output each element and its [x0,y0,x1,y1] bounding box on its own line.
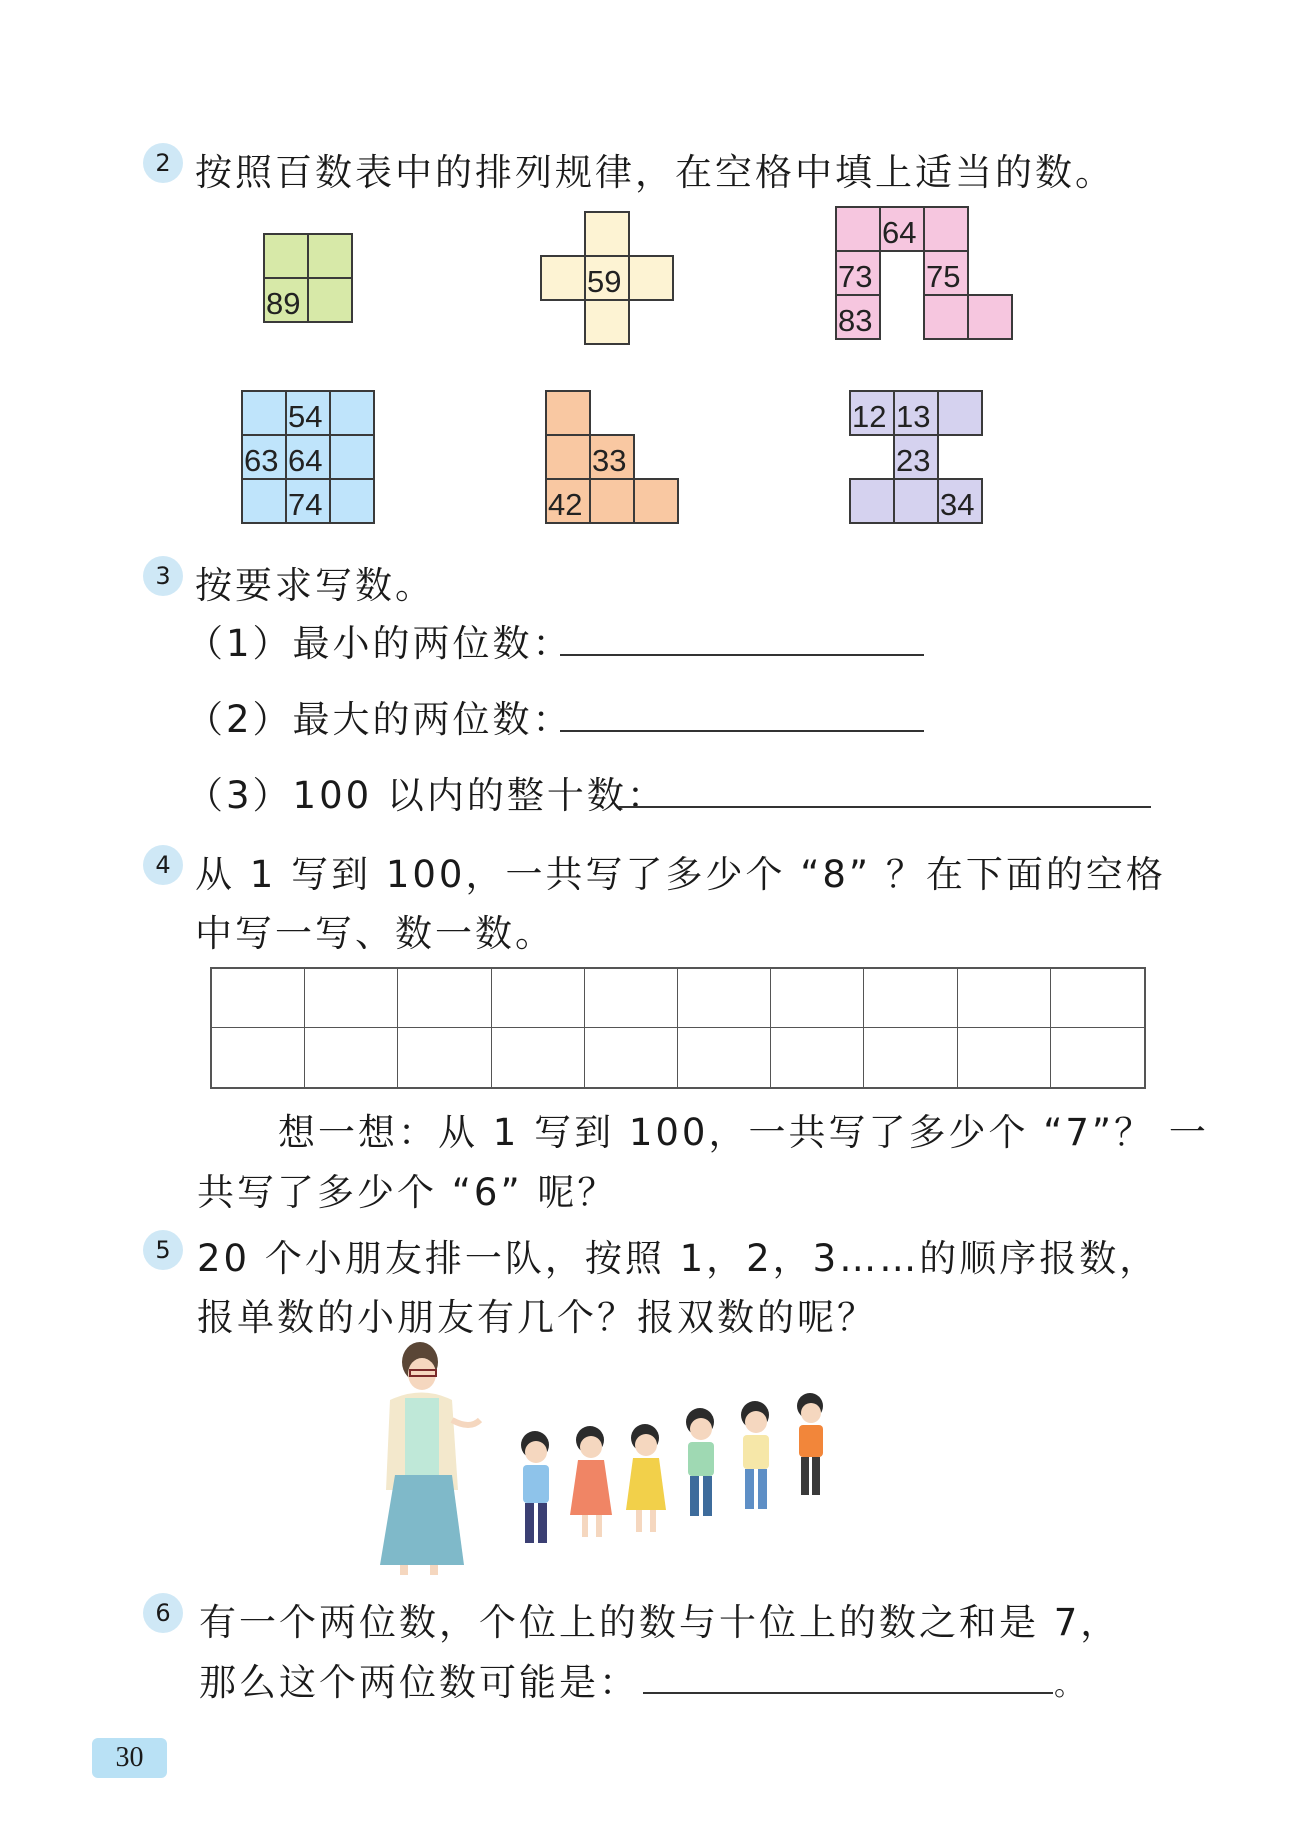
grid-cell[interactable] [329,434,375,480]
grid-cell[interactable] [633,478,679,524]
question-5-line-1: 20 个小朋友排一队，按照 1，2，3……的顺序报数， [197,1237,1160,1280]
counting-grid-cell[interactable] [958,969,1051,1028]
grid-cell: 64 [879,206,925,252]
child-figure [626,1424,666,1532]
grid-cell: 54 [285,390,331,436]
question-number-3: 3 [143,556,183,596]
grid-cell[interactable] [241,478,287,524]
teacher-figure [380,1342,480,1575]
counting-grid-cell[interactable] [864,969,957,1028]
grid-cell: 73 [835,250,881,296]
counting-grid-cell[interactable] [212,969,305,1028]
question-6-line-2: 那么这个两位数可能是： [199,1661,639,1704]
grid-cell[interactable] [545,434,591,480]
counting-grid-cell[interactable] [1051,1028,1144,1087]
counting-grid-cell[interactable] [678,969,771,1028]
counting-grid-cell[interactable] [771,1028,864,1087]
grid-cell[interactable] [307,277,353,323]
counting-grid-cell[interactable] [492,969,585,1028]
grid-cell: 64 [285,434,331,480]
grid-cell: 42 [545,478,591,524]
q6-end-mark: 。 [1054,1668,1087,1703]
grid-cell[interactable] [923,206,969,252]
question-4-line-2: 中写一写、数一数。 [195,912,555,955]
grid-cell[interactable] [967,294,1013,340]
grid-cell[interactable] [329,478,375,524]
child-figure [741,1401,769,1509]
counting-grid-cell[interactable] [585,1028,678,1087]
grid-cell[interactable] [545,390,591,436]
counting-grid-cell[interactable] [492,1028,585,1087]
counting-grid-cell[interactable] [585,969,678,1028]
think-line-2: 共写了多少个 “6” 呢？ [197,1171,618,1214]
counting-grid-cell[interactable] [398,1028,491,1087]
grid-cell[interactable] [329,390,375,436]
grid-cell: 75 [923,250,969,296]
q6-answer-blank[interactable] [643,1692,1053,1694]
grid-cell: 89 [263,277,309,323]
child-figure [797,1393,823,1495]
grid-cell: 33 [589,434,635,480]
counting-grid [210,967,1146,1089]
grid-cell[interactable] [835,206,881,252]
grid-cell: 59 [584,255,630,301]
counting-grid-cell[interactable] [1051,969,1144,1028]
q3-item-1-answer-blank[interactable] [560,654,924,656]
grid-cell[interactable] [628,255,674,301]
grid-cell: 23 [893,434,939,480]
grid-cell: 74 [285,478,331,524]
grid-cell[interactable] [937,390,983,436]
grid-cell[interactable] [241,390,287,436]
question-number-6: 6 [143,1593,183,1633]
counting-grid-cell[interactable] [305,1028,398,1087]
counting-grid-cell[interactable] [678,1028,771,1087]
q3-item-2-answer-blank[interactable] [560,730,924,732]
grid-cell[interactable] [849,478,895,524]
grid-cell: 63 [241,434,287,480]
child-figure [521,1431,549,1543]
question-number-5: 5 [143,1230,183,1270]
question-number-4: 4 [143,845,183,885]
question-4-line-1: 从 1 写到 100，一共写了多少个 “8” ？在下面的空格 [195,853,1166,896]
question-3-text: 按要求写数。 [195,564,435,607]
grid-cell[interactable] [584,299,630,345]
q3-item-3-answer-blank[interactable] [619,806,1151,808]
question-5-line-2: 报单数的小朋友有几个？报双数的呢？ [197,1296,877,1339]
counting-grid-cell[interactable] [771,969,864,1028]
grid-cell: 12 [849,390,895,436]
child-figure [686,1408,714,1516]
counting-grid-cell[interactable] [305,969,398,1028]
q3-item-3-label: （3）100 以内的整十数： [186,774,667,817]
grid-cell: 13 [893,390,939,436]
page-number: 30 [92,1738,167,1778]
question-number-2: 2 [143,143,183,183]
think-line-1: 想一想：从 1 写到 100，一共写了多少个 “7”？ 一 [278,1111,1209,1154]
counting-grid-cell[interactable] [398,969,491,1028]
question-2-text: 按照百数表中的排列规律，在空格中填上适当的数。 [195,151,1115,194]
question-6-line-1: 有一个两位数，个位上的数与十位上的数之和是 7， [199,1601,1121,1644]
grid-cell: 34 [937,478,983,524]
q3-item-1-label: （1）最小的两位数： [186,622,573,665]
grid-cell[interactable] [893,478,939,524]
grid-cell: 83 [835,294,881,340]
grid-cell[interactable] [584,211,630,257]
counting-grid-cell[interactable] [958,1028,1051,1087]
grid-cell[interactable] [307,233,353,279]
grid-cell[interactable] [540,255,586,301]
grid-cell[interactable] [923,294,969,340]
grid-cell[interactable] [263,233,309,279]
grid-cell[interactable] [589,478,635,524]
child-figure [570,1426,612,1537]
teacher-children-illustration [360,1340,860,1580]
q3-item-2-label: （2）最大的两位数： [186,698,573,741]
counting-grid-cell[interactable] [212,1028,305,1087]
counting-grid-cell[interactable] [864,1028,957,1087]
